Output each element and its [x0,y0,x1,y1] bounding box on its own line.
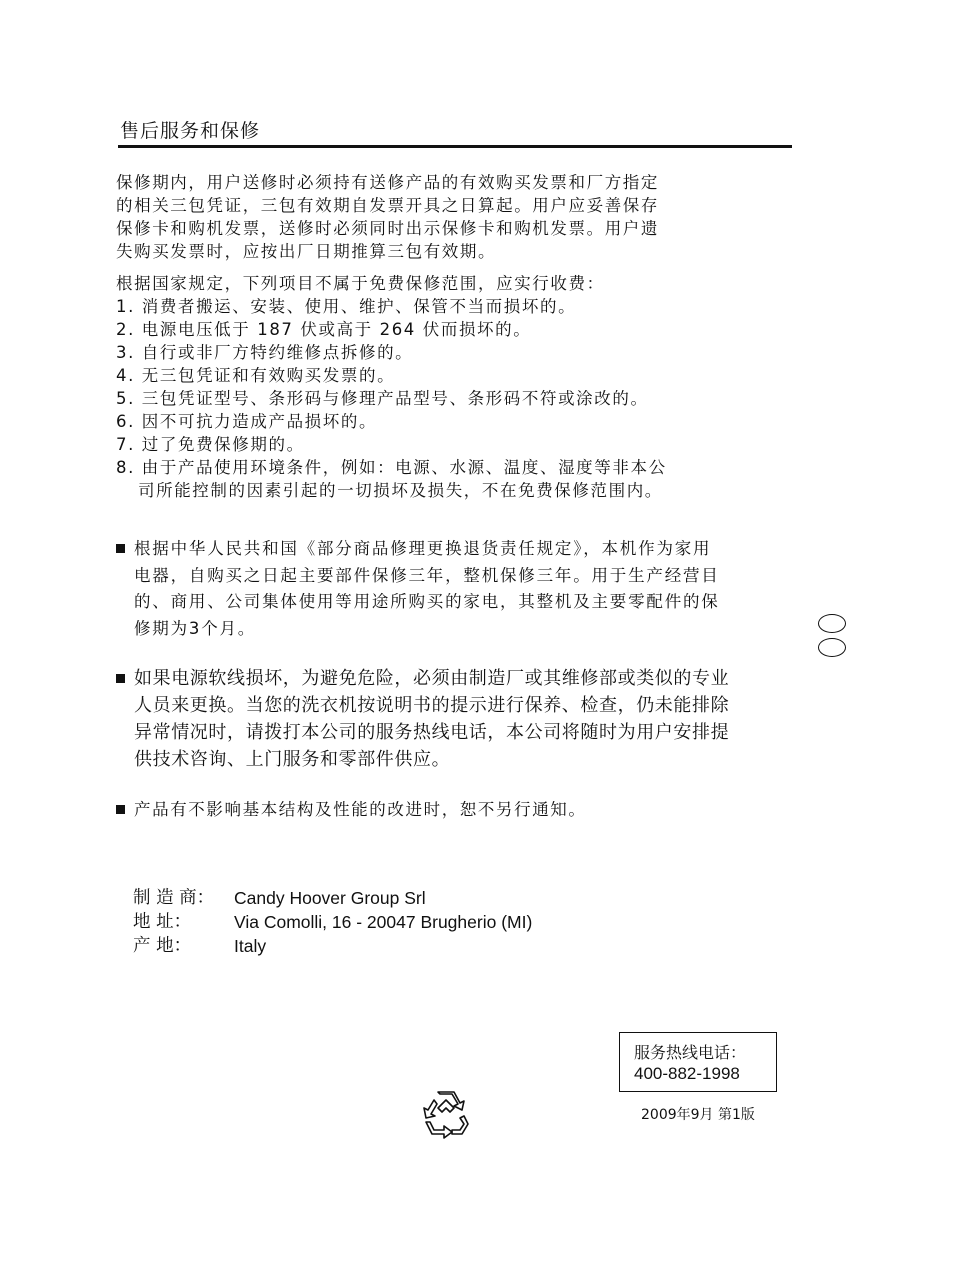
section-title: 售后服务和保修 [120,120,261,142]
origin-label: 产 地： [133,936,192,956]
note-line: 异常情况时，请拨打本公司的服务热线电话，本公司将随时为用户安排提 [134,722,730,743]
warranty-intro-line: 保修卡和购机发票，送修时必须同时出示保修卡和购机发票。用户遗 [116,219,659,238]
exclusion-item: 1. 消费者搬运、安装、使用、维护、保管不当而损坏的。 [116,297,577,316]
oval-marker-icon [818,638,846,657]
note-text [134,536,720,642]
note-line: 人员来更换。当您的洗衣机按说明书的提示进行保养、检查，仍未能排除 [134,695,730,716]
exclusion-item: 2. 电源电压低于 187 伏或高于 264 伏而损坏的。 [116,320,532,339]
note-line: 如果电源软线损坏，为避免危险，必须由制造厂或其维修部或类似的专业 [134,668,730,689]
note-text [134,797,587,823]
hotline-label: 服务热线电话： [634,1043,747,1062]
exclusion-item: 5. 三包凭证型号、条形码与修理产品型号、条形码不符或涂改的。 [116,389,649,408]
edition-date: 2009年9月 第1版 [641,1107,755,1123]
note-line: 根据中华人民共和国《部分商品修理更换退货责任规定》，本机作为家用 [134,539,712,558]
note-line: 电器，自购买之日起主要部件保修三年，整机保修三年。用于生产经营目 [134,565,720,585]
recycle-icon [420,1088,472,1140]
address-label: 地 址： [133,912,192,932]
note-line: 的、商用、公司集体使用等用途所购买的家电，其整机及主要零配件的保 [134,592,720,611]
bullet-square-icon [116,544,125,553]
exclusions-list [116,272,667,502]
origin-value: Italy [234,936,267,956]
exclusion-item: 3. 自行或非厂方特约维修点拆修的。 [116,343,414,362]
exclusion-item: 6. 因不可抗力造成产品损坏的。 [116,412,378,431]
exclusion-item: 4. 无三包凭证和有效购买发票的。 [116,366,396,385]
oval-marker-icon [818,614,846,633]
title-divider [118,145,792,148]
language-tab-markers [818,614,846,662]
warranty-intro-line: 的相关三包凭证，三包有效期自发票开具之日算起。用户应妥善保存 [116,196,659,215]
warranty-intro [116,171,659,263]
exclusion-item: 司所能控制的因素引起的一切损坏及损失，不在免费保修范围内。 [138,481,663,500]
hotline-box [619,1032,777,1092]
hotline-number: 400-882-1998 [634,1064,740,1083]
note-line: 产品有不影响基本结构及性能的改进时，恕不另行通知。 [134,800,587,819]
exclusion-item: 7. 过了免费保修期的。 [116,435,305,454]
warranty-intro-line: 失购买发票时，应按出厂日期推算三包有效期。 [116,242,497,261]
bullet-square-icon [116,805,125,814]
address-value: Via Comolli, 16 - 20047 Brugherio (MI) [234,912,533,932]
warranty-intro-line: 保修期内，用户送修时必须持有送修产品的有效购买发票和厂方指定 [116,173,659,192]
note-line: 供技术咨询、上门服务和零部件供应。 [134,749,451,770]
exclusion-item: 8. 由于产品使用环境条件，例如：电源、水源、温度、湿度等非本公 [116,458,667,477]
note-line: 修期为3个月。 [134,618,257,638]
note-text [134,665,729,773]
bullet-square-icon [116,674,125,683]
manufacturer-label: 制 造 商： [133,888,215,908]
manufacturer-value: Candy Hoover Group Srl [234,888,426,908]
exclusions-lead: 根据国家规定，下列项目不属于免费保修范围，应实行收费： [116,274,605,293]
